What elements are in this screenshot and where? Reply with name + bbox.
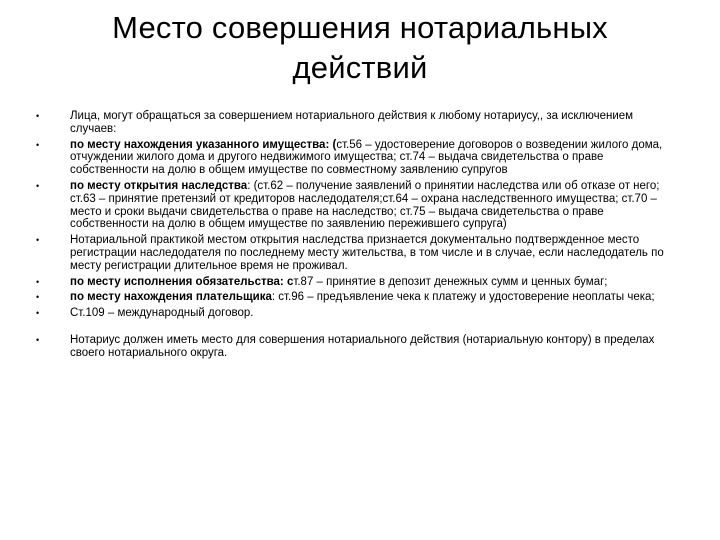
list-item [36, 307, 682, 320]
item-text: Нотариальной практикой местом открытия наследства признается документально подтвержденное место регистрации наследодателя по последнему месту жительства, в том числе и в случае, если наследодатель по месту регистрации длительное время не проживал. [70, 234, 664, 272]
slide-title-line-2: действий [292, 50, 428, 85]
item-lead: по месту открытия наследства [70, 179, 248, 192]
item-text: т.87 – принятие в депозит денежных сумм и ценных бумаг; [293, 275, 608, 288]
list-item [36, 276, 682, 289]
bullet-icon: • [36, 139, 40, 150]
bullet-icon: • [36, 111, 40, 121]
item-text: Ст.109 – международный договор. [70, 307, 254, 320]
bullet-icon: • [36, 180, 40, 191]
item-lead: по месту нахождения плательщика [70, 291, 272, 304]
item-text: Нотариус должен иметь место для совершения нотариального действия (нотариальную контору) в пределах своего нотариального округа. [70, 333, 655, 359]
list-item [36, 180, 682, 231]
list-item [36, 139, 682, 177]
item-text: Лица, могут обращаться за совершением нотариального действия к любому нотариусу,, за исключением случаев: [70, 110, 634, 135]
item-lead: по месту нахождения указанного имущества: ( [70, 138, 337, 151]
slide-title-line-1: Место совершения нотариальных [112, 10, 608, 45]
bullet-icon: • [36, 334, 40, 345]
list-item [36, 234, 682, 272]
list-item [36, 110, 682, 136]
item-lead: по месту исполнения обязательства: с [70, 275, 294, 288]
item-text: : (ст.62 – получение заявлений о принятии наследства или об отказе от него; ст.63 – принятие претензий от кредиторов наследодателя;ст.64 – охрана наследственного имущества; ст.70 – место и сроки выдачи свидетельства о праве на наследство; ст.75 – выдача свидетельства о праве собственности на долю в общем имуществе по заявлению пережившего супруга) [70, 179, 660, 231]
item-text: ст.56 – удостоверение договоров о возведении жилого дома, отчуждении жилого дома и другого недвижимого имущества; ст.74 – выдача свидетельства о праве собственности на долю в общем имуществе по совместному заявлению супругов [70, 138, 663, 177]
list-item [36, 334, 682, 360]
bullet-icon: • [36, 276, 40, 287]
bullet-list [36, 110, 682, 363]
list-item [36, 291, 682, 304]
slide-title [60, 8, 660, 88]
item-text: : ст.96 – предъявление чека к платежу и удостоверение неоплаты чека; [271, 291, 655, 304]
bullet-icon: • [36, 292, 40, 303]
bullet-icon: • [36, 235, 40, 246]
bullet-icon: • [36, 308, 40, 319]
